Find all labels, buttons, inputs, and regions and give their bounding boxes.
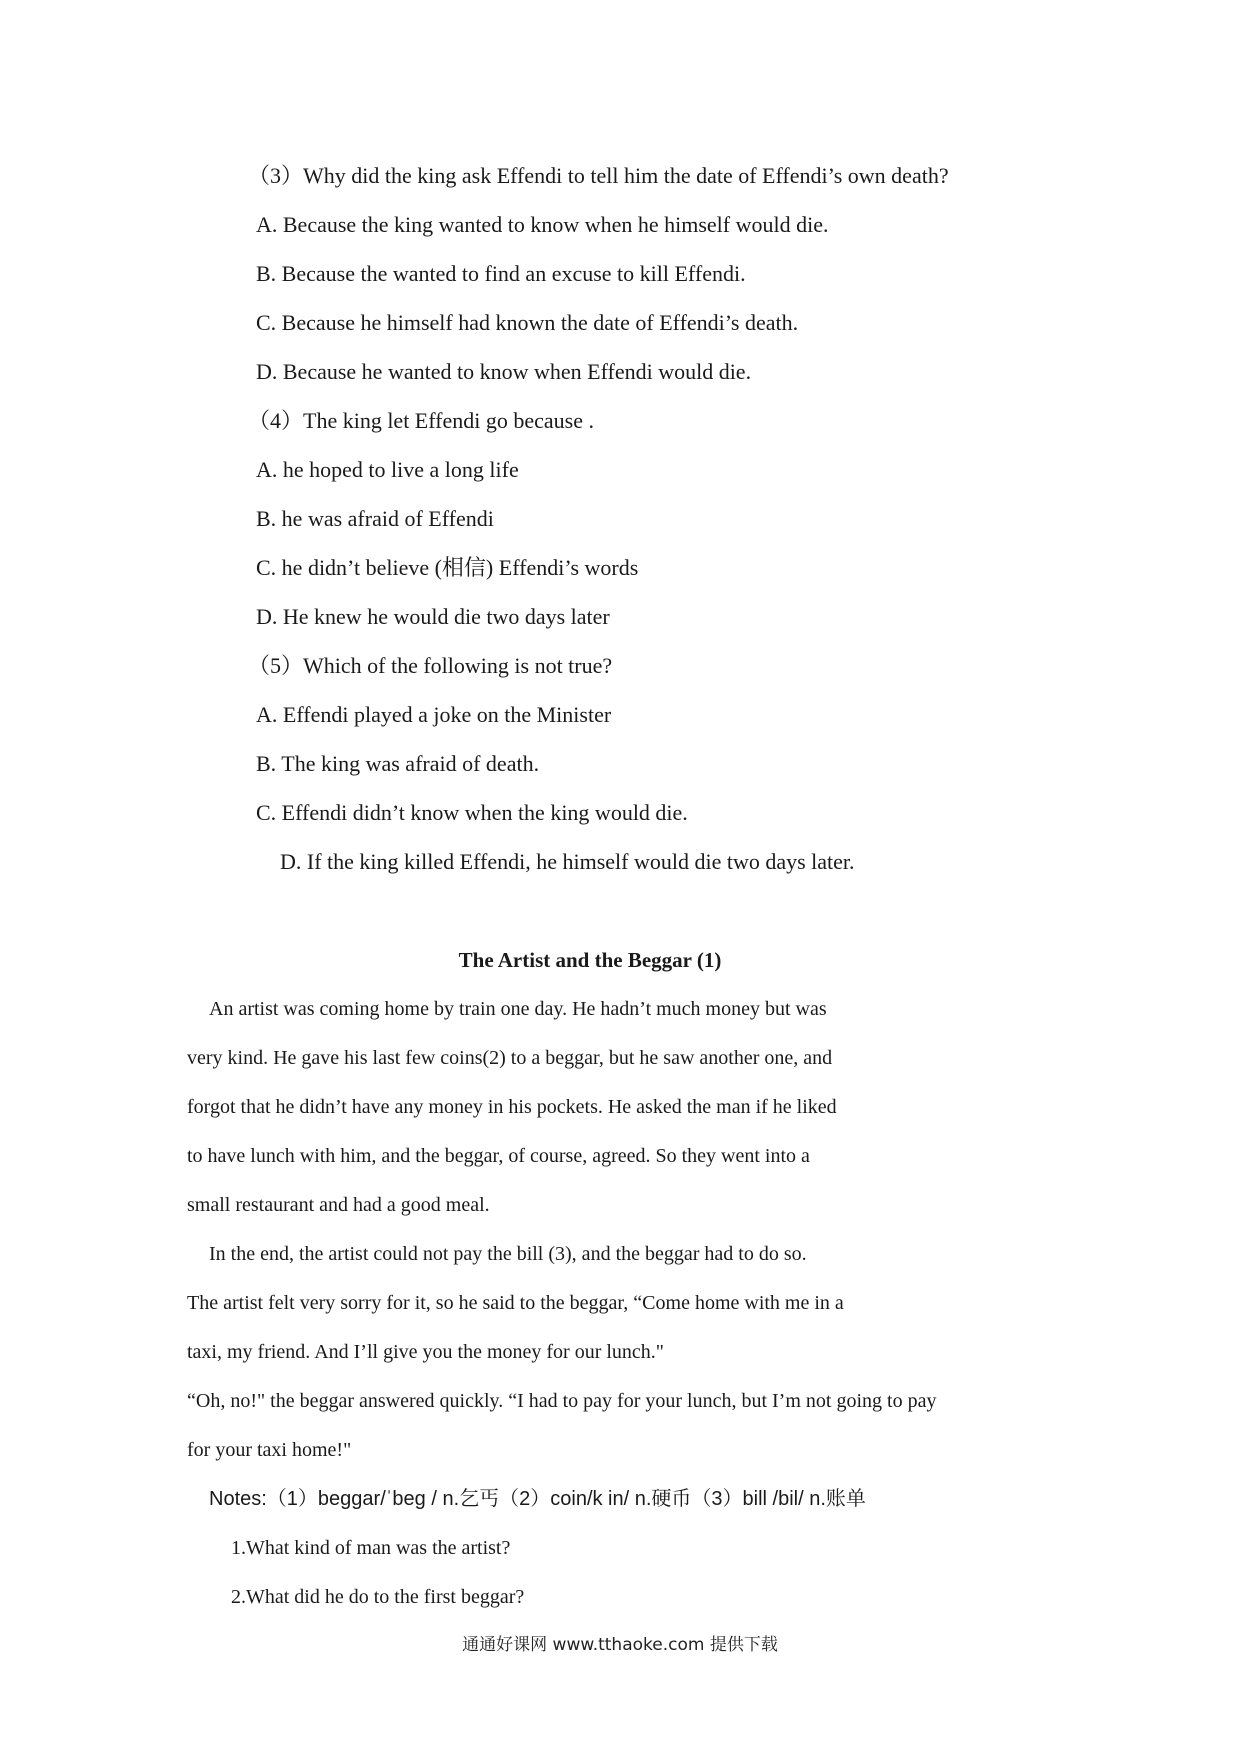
passage-line: taxi, my friend. And I’ll give you the money for our lunch.": [187, 1341, 664, 1363]
question-3-option-a: A. Because the king wanted to know when he himself would die.: [256, 212, 829, 237]
passage-line: very kind. He gave his last few coins(2) to a beggar, but he saw another one, and: [187, 1047, 833, 1069]
question-3-option-c: C. Because he himself had known the date of Effendi’s death.: [256, 310, 799, 335]
question-3-option-d: D. Because he wanted to know when Effendi would die.: [256, 359, 752, 384]
question-5-option-a: A. Effendi played a joke on the Minister: [256, 702, 612, 727]
question-5-option-b: B. The king was afraid of death.: [256, 751, 540, 776]
vocabulary-notes: Notes:（1）beggar/ˈbeg / n.乞丐（2）coin/k in/ n.硬币（3）bill /bil/ n.账单: [209, 1488, 866, 1510]
question-3-option-b: B. Because the wanted to find an excuse to kill Effendi.: [256, 261, 746, 286]
passage-title: The Artist and the Beggar (1): [458, 948, 722, 972]
comprehension-question-1: 1.What kind of man was the artist?: [231, 1537, 511, 1559]
comprehension-question-2: 2.What did he do to the first beggar?: [231, 1586, 525, 1608]
question-4-option-a: A. he hoped to live a long life: [256, 457, 519, 482]
passage-line: small restaurant and had a good meal.: [187, 1194, 490, 1216]
question-3-stem: （3）Why did the king ask Effendi to tell him the date of Effendi’s own death?: [248, 163, 949, 188]
question-5-option-d: D. If the king killed Effendi, he himself would die two days later.: [280, 849, 855, 874]
passage-line: to have lunch with him, and the beggar, of course, agreed. So they went into a: [187, 1145, 810, 1167]
passage-line: In the end, the artist could not pay the bill (3), and the beggar had to do so.: [209, 1243, 807, 1265]
passage-line: for your taxi home!": [187, 1439, 352, 1461]
question-4-option-b: B. he was afraid of Effendi: [256, 506, 494, 531]
passage-line: The artist felt very sorry for it, so he said to the beggar, “Come home with me in a: [187, 1292, 844, 1314]
question-5-option-c: C. Effendi didn’t know when the king would die.: [256, 800, 688, 825]
question-4-option-d: D. He knew he would die two days later: [256, 604, 610, 629]
passage-line: An artist was coming home by train one day. He hadn’t much money but was: [209, 998, 827, 1020]
passage-line: forgot that he didn’t have any money in his pockets. He asked the man if he liked: [187, 1096, 837, 1118]
question-4-stem: （4）The king let Effendi go because .: [248, 408, 594, 433]
question-5-stem: （5）Which of the following is not true?: [248, 653, 613, 678]
passage-line: “Oh, no!" the beggar answered quickly. “I had to pay for your lunch, but I’m not going to pay: [187, 1390, 937, 1412]
question-4-option-c: C. he didn’t believe (相信) Effendi’s words: [256, 555, 639, 580]
page-footer: 通通好课网 www.tthaoke.com 提供下载: [462, 1635, 778, 1655]
